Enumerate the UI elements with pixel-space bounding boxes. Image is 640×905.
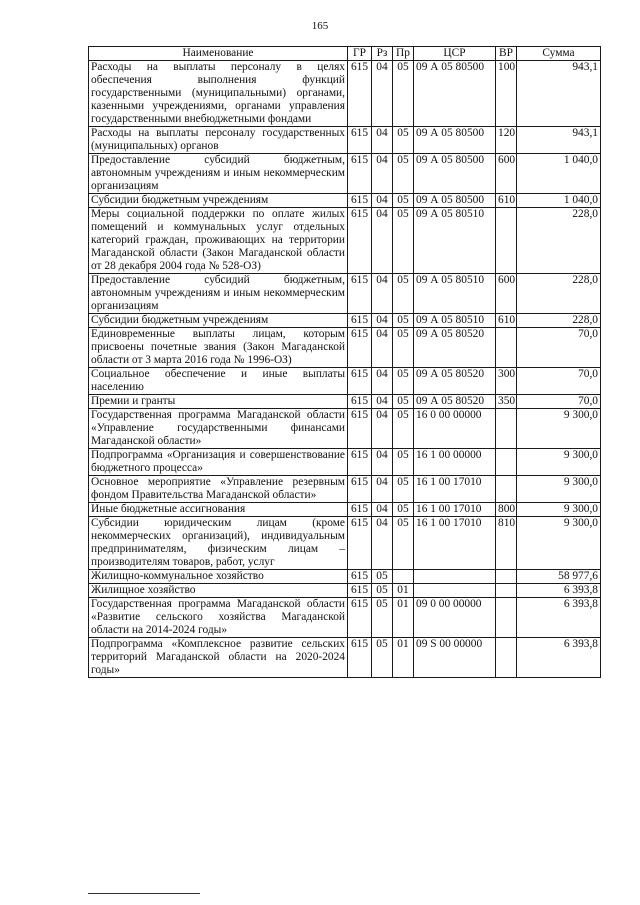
table-row: [89, 328, 601, 368]
cell-gr: 615: [348, 127, 372, 154]
cell-csr: 16 1 00 00000: [414, 449, 496, 476]
cell-csr: 09 А 05 80510: [414, 208, 496, 274]
cell-sum: 58 977,6: [517, 570, 601, 584]
cell-csr: 09 А 05 80520: [414, 395, 496, 409]
cell-sum: 9 300,0: [517, 476, 601, 503]
cell-name: Государственная программа Магаданской области «Развитие сельского хозяйства Магаданской области на 2014-2024 годы»: [89, 598, 348, 638]
header-rz: Рз: [372, 47, 393, 61]
cell-gr: 615: [348, 208, 372, 274]
cell-name: Подпрограмма «Комплексное развитие сельских территорий Магаданской области на 2020-2024 годы»: [89, 638, 348, 678]
cell-csr: 09 А 05 80520: [414, 368, 496, 395]
cell-csr: [414, 570, 496, 584]
cell-sum: 70,0: [517, 395, 601, 409]
cell-rz: 04: [372, 328, 393, 368]
cell-gr: 615: [348, 154, 372, 194]
cell-name: Расходы на выплаты персоналу в целях обеспечения выполнения функций государственными (муниципальными) органами, казенными учреждениями, органами управления государственными внебюджетными фондами: [89, 61, 348, 127]
cell-vr: [496, 570, 517, 584]
cell-pr: 05: [393, 328, 414, 368]
cell-name: Основное мероприятие «Управление резервным фондом Правительства Магаданской области»: [89, 476, 348, 503]
cell-vr: 350: [496, 395, 517, 409]
cell-pr: 05: [393, 368, 414, 395]
cell-name: Субсидии юридическим лицам (кроме некоммерческих организаций), индивидуальным предпринимателям, физическим лицам – производителям товаров, работ, услуг: [89, 517, 348, 570]
cell-pr: 05: [393, 274, 414, 314]
cell-rz: 04: [372, 274, 393, 314]
cell-pr: 05: [393, 208, 414, 274]
budget-table: [88, 46, 601, 678]
cell-name: Предоставление субсидий бюджетным, автономным учреждениям и иным некоммерческим организациям: [89, 154, 348, 194]
cell-gr: 615: [348, 503, 372, 517]
header-vr: ВР: [496, 47, 517, 61]
cell-name: Государственная программа Магаданской области «Управление государственными финансами Магаданской области»: [89, 409, 348, 449]
table-header-row: [89, 47, 601, 61]
cell-vr: [496, 449, 517, 476]
cell-gr: 615: [348, 638, 372, 678]
cell-vr: 800: [496, 503, 517, 517]
cell-name: Расходы на выплаты персоналу государственных (муниципальных) органов: [89, 127, 348, 154]
table-row: [89, 570, 601, 584]
cell-pr: 05: [393, 395, 414, 409]
cell-rz: 04: [372, 395, 393, 409]
page-number: 165: [311, 20, 329, 32]
cell-pr: 01: [393, 584, 414, 598]
cell-csr: 09 А 05 80510: [414, 314, 496, 328]
cell-name: Меры социальной поддержки по оплате жилых помещений и коммунальных услуг отдельных категорий граждан, проживающих на территории Магаданской области (Закон Магаданской области от 28 декабря 2004 года № 528-ОЗ): [89, 208, 348, 274]
cell-vr: 120: [496, 127, 517, 154]
cell-pr: 05: [393, 194, 414, 208]
footer-divider: [88, 893, 200, 894]
cell-sum: 6 393,8: [517, 638, 601, 678]
cell-rz: 04: [372, 449, 393, 476]
cell-rz: 04: [372, 314, 393, 328]
cell-name: Субсидии бюджетным учреждениям: [89, 194, 348, 208]
table-row: [89, 584, 601, 598]
cell-rz: 04: [372, 208, 393, 274]
cell-rz: 05: [372, 598, 393, 638]
cell-pr: 05: [393, 449, 414, 476]
cell-name: Единовременные выплаты лицам, которым присвоены почетные звания (Закон Магаданской области от 3 марта 2016 года № 1996-ОЗ): [89, 328, 348, 368]
cell-pr: 01: [393, 598, 414, 638]
cell-name: Подпрограмма «Организация и совершенствование бюджетного процесса»: [89, 449, 348, 476]
cell-rz: 04: [372, 368, 393, 395]
cell-vr: [496, 409, 517, 449]
cell-pr: 05: [393, 409, 414, 449]
table-row: [89, 274, 601, 314]
cell-vr: 810: [496, 517, 517, 570]
cell-csr: 09 А 05 80500: [414, 154, 496, 194]
cell-csr: 09 А 05 80510: [414, 274, 496, 314]
cell-sum: 1 040,0: [517, 194, 601, 208]
cell-gr: 615: [348, 395, 372, 409]
cell-pr: [393, 570, 414, 584]
table-row: [89, 154, 601, 194]
header-pr: Пр: [393, 47, 414, 61]
cell-csr: 09 А 05 80500: [414, 194, 496, 208]
cell-csr: 16 1 00 17010: [414, 503, 496, 517]
cell-vr: 100: [496, 61, 517, 127]
cell-sum: 70,0: [517, 368, 601, 395]
cell-rz: 04: [372, 194, 393, 208]
cell-gr: 615: [348, 517, 372, 570]
cell-sum: 9 300,0: [517, 517, 601, 570]
cell-vr: 300: [496, 368, 517, 395]
cell-name: Жилищно-коммунальное хозяйство: [89, 570, 348, 584]
table-row: [89, 598, 601, 638]
cell-rz: 04: [372, 476, 393, 503]
cell-gr: 615: [348, 598, 372, 638]
cell-rz: 04: [372, 409, 393, 449]
cell-vr: [496, 208, 517, 274]
cell-vr: [496, 584, 517, 598]
cell-gr: 615: [348, 570, 372, 584]
table-row: [89, 503, 601, 517]
table-row: [89, 517, 601, 570]
cell-csr: 09 S 00 00000: [414, 638, 496, 678]
cell-vr: [496, 328, 517, 368]
cell-name: Предоставление субсидий бюджетным, автономным учреждениям и иным некоммерческим организациям: [89, 274, 348, 314]
cell-sum: 9 300,0: [517, 503, 601, 517]
cell-sum: 228,0: [517, 314, 601, 328]
cell-rz: 04: [372, 517, 393, 570]
cell-rz: 05: [372, 584, 393, 598]
cell-pr: 01: [393, 638, 414, 678]
cell-csr: 09 А 05 80500: [414, 61, 496, 127]
cell-sum: 943,1: [517, 127, 601, 154]
cell-rz: 05: [372, 570, 393, 584]
cell-name: Иные бюджетные ассигнования: [89, 503, 348, 517]
table-row: [89, 314, 601, 328]
cell-gr: 615: [348, 584, 372, 598]
cell-gr: 615: [348, 314, 372, 328]
cell-sum: 9 300,0: [517, 449, 601, 476]
cell-gr: 615: [348, 409, 372, 449]
cell-name: Социальное обеспечение и иные выплаты населению: [89, 368, 348, 395]
cell-sum: 6 393,8: [517, 598, 601, 638]
cell-sum: 228,0: [517, 274, 601, 314]
cell-name: Субсидии бюджетным учреждениям: [89, 314, 348, 328]
cell-pr: 05: [393, 127, 414, 154]
table-row: [89, 638, 601, 678]
cell-sum: 9 300,0: [517, 409, 601, 449]
cell-vr: 600: [496, 274, 517, 314]
table-row: [89, 127, 601, 154]
cell-gr: 615: [348, 368, 372, 395]
table-row: [89, 395, 601, 409]
header-csr: ЦСР: [414, 47, 496, 61]
cell-pr: 05: [393, 503, 414, 517]
table-row: [89, 61, 601, 127]
cell-vr: 610: [496, 314, 517, 328]
cell-rz: 05: [372, 638, 393, 678]
cell-gr: 615: [348, 194, 372, 208]
cell-gr: 615: [348, 274, 372, 314]
cell-csr: 16 1 00 17010: [414, 476, 496, 503]
cell-pr: 05: [393, 61, 414, 127]
cell-csr: [414, 584, 496, 598]
cell-gr: 615: [348, 328, 372, 368]
cell-vr: [496, 638, 517, 678]
header-name: Наименование: [89, 47, 348, 61]
table-row: [89, 409, 601, 449]
cell-gr: 615: [348, 449, 372, 476]
cell-csr: 09 А 05 80520: [414, 328, 496, 368]
cell-sum: 70,0: [517, 328, 601, 368]
table-row: [89, 208, 601, 274]
cell-csr: 16 0 00 00000: [414, 409, 496, 449]
cell-name: Жилищное хозяйство: [89, 584, 348, 598]
table-row: [89, 476, 601, 503]
cell-rz: 04: [372, 61, 393, 127]
cell-sum: 228,0: [517, 208, 601, 274]
cell-csr: 09 А 05 80500: [414, 127, 496, 154]
cell-pr: 05: [393, 517, 414, 570]
header-sum: Сумма: [517, 47, 601, 61]
cell-sum: 943,1: [517, 61, 601, 127]
cell-gr: 615: [348, 476, 372, 503]
cell-vr: 600: [496, 154, 517, 194]
cell-csr: 16 1 00 17010: [414, 517, 496, 570]
cell-rz: 04: [372, 154, 393, 194]
table-row: [89, 368, 601, 395]
cell-vr: [496, 598, 517, 638]
cell-vr: [496, 476, 517, 503]
cell-name: Премии и гранты: [89, 395, 348, 409]
cell-sum: 1 040,0: [517, 154, 601, 194]
cell-pr: 05: [393, 154, 414, 194]
table-body: [89, 61, 601, 678]
cell-vr: 610: [496, 194, 517, 208]
cell-pr: 05: [393, 314, 414, 328]
cell-pr: 05: [393, 476, 414, 503]
cell-rz: 04: [372, 503, 393, 517]
table-row: [89, 194, 601, 208]
header-gr: ГР: [348, 47, 372, 61]
table-row: [89, 449, 601, 476]
cell-sum: 6 393,8: [517, 584, 601, 598]
cell-csr: 09 0 00 00000: [414, 598, 496, 638]
cell-gr: 615: [348, 61, 372, 127]
cell-rz: 04: [372, 127, 393, 154]
